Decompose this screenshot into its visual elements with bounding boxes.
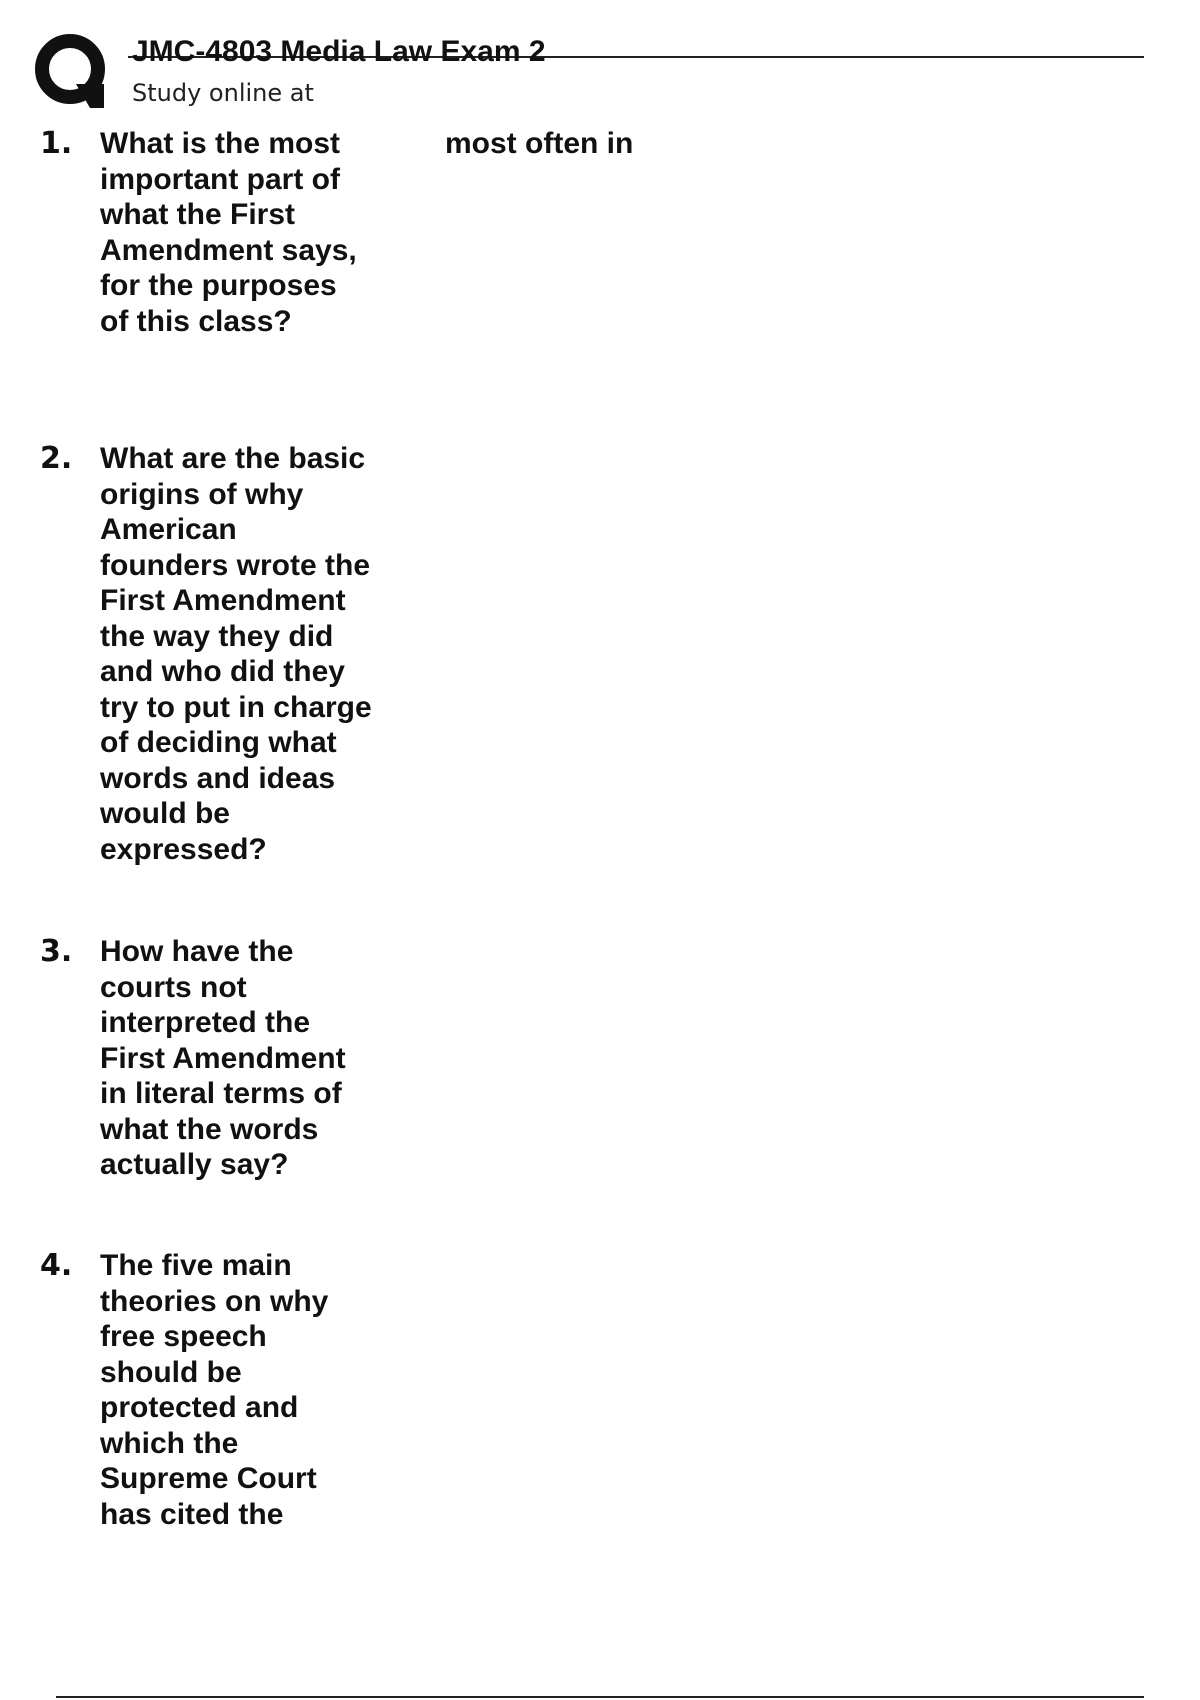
quizlet-q-logo-icon [32, 32, 112, 112]
question-number: 1. [40, 126, 73, 161]
question-text: The five main theories on why free speech should be protected and which the Supreme Court has cited the [100, 1249, 329, 1531]
question-number: 4. [40, 1248, 73, 1283]
page-subtitle: Study online at [132, 79, 314, 107]
question-item [40, 441, 372, 867]
answer-fragment: most often in [445, 127, 634, 160]
question-text: How have the courts not interpreted the First Amendment in literal terms of what the words actually say? [100, 935, 346, 1181]
page-title: JMC-4803 Media Law Exam 2 [132, 35, 546, 68]
question-item [40, 1248, 372, 1532]
question-item [40, 126, 372, 339]
question-number: 3. [40, 934, 73, 969]
question-number: 2. [40, 441, 73, 476]
question-text: What are the basic origins of why American founders wrote the First Amendment the way they did and who did they try to put in charge of deciding what words and ideas would be expressed? [100, 442, 372, 866]
question-item [40, 934, 372, 1183]
footer-rule [56, 1696, 1144, 1698]
question-text: What is the most important part of what the First Amendment says, for the purposes of this class? [100, 127, 357, 338]
